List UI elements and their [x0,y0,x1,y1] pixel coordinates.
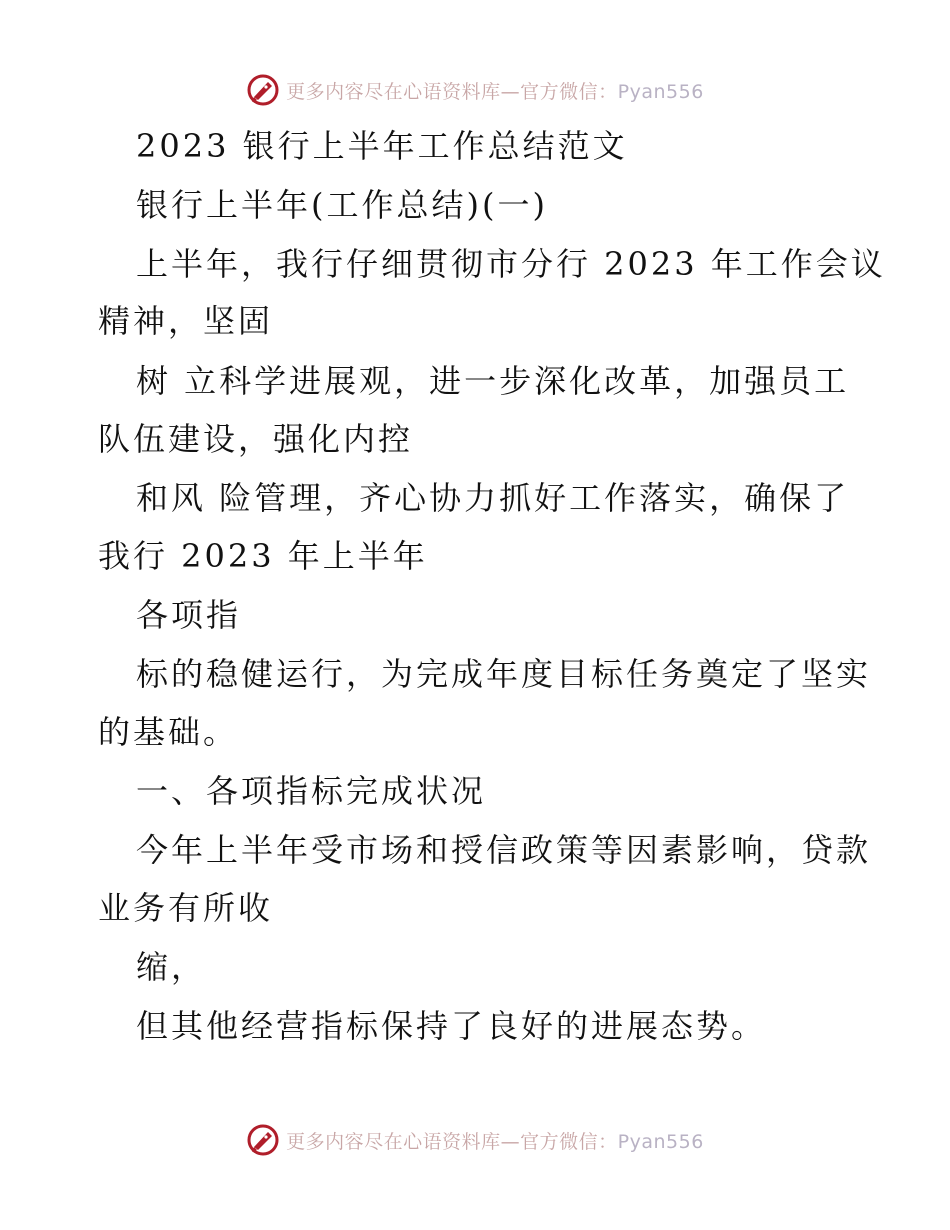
top-watermark-banner [0,70,950,110]
section-heading: 一、各项指标完成状况 [136,772,487,810]
paragraph-line: 精神，坚固 [98,302,274,340]
watermark-text [286,77,704,104]
paragraph-line: 我行 2023 年上半年 [98,537,428,575]
bottom-watermark-banner [0,1120,950,1160]
paragraph-line: 各项指 [136,596,242,634]
paragraph-line: 队伍建设，强化内控 [98,420,414,458]
paragraph-line: 和风 险管理，齐心协力抓好工作落实，确保了 [136,479,850,517]
paragraph-line: 缩， [136,948,207,986]
pen-nib-logo-icon [246,73,280,107]
paragraph-line: 上半年，我行仔细贯彻市分行 2023 年工作会议 [136,245,886,283]
paragraph-line: 业务有所收 [98,889,274,927]
document-subtitle: 银行上半年(工作总结)(一) [136,186,548,224]
wechat-id: Pyan556 [617,80,704,103]
paragraph-line: 今年上半年受市场和授信政策等因素影响，贷款 [136,831,872,869]
watermark-site-text: 更多内容尽在心语资料库—官方微信： [286,1130,618,1153]
paragraph-line: 树 立科学进展观，进一步深化改革，加强员工 [136,362,850,400]
document-title: 2023 银行上半年工作总结范文 [136,127,628,165]
watermark-text [286,1127,704,1154]
watermark-site-text: 更多内容尽在心语资料库—官方微信： [286,80,618,103]
paragraph-line: 但其他经营指标保持了良好的进展态势。 [136,1007,767,1045]
wechat-id: Pyan556 [617,1130,704,1153]
pen-nib-logo-icon [246,1123,280,1157]
paragraph-line: 的基础。 [98,713,239,751]
paragraph-line: 标的稳健运行，为完成年度目标任务奠定了坚实 [136,655,872,693]
